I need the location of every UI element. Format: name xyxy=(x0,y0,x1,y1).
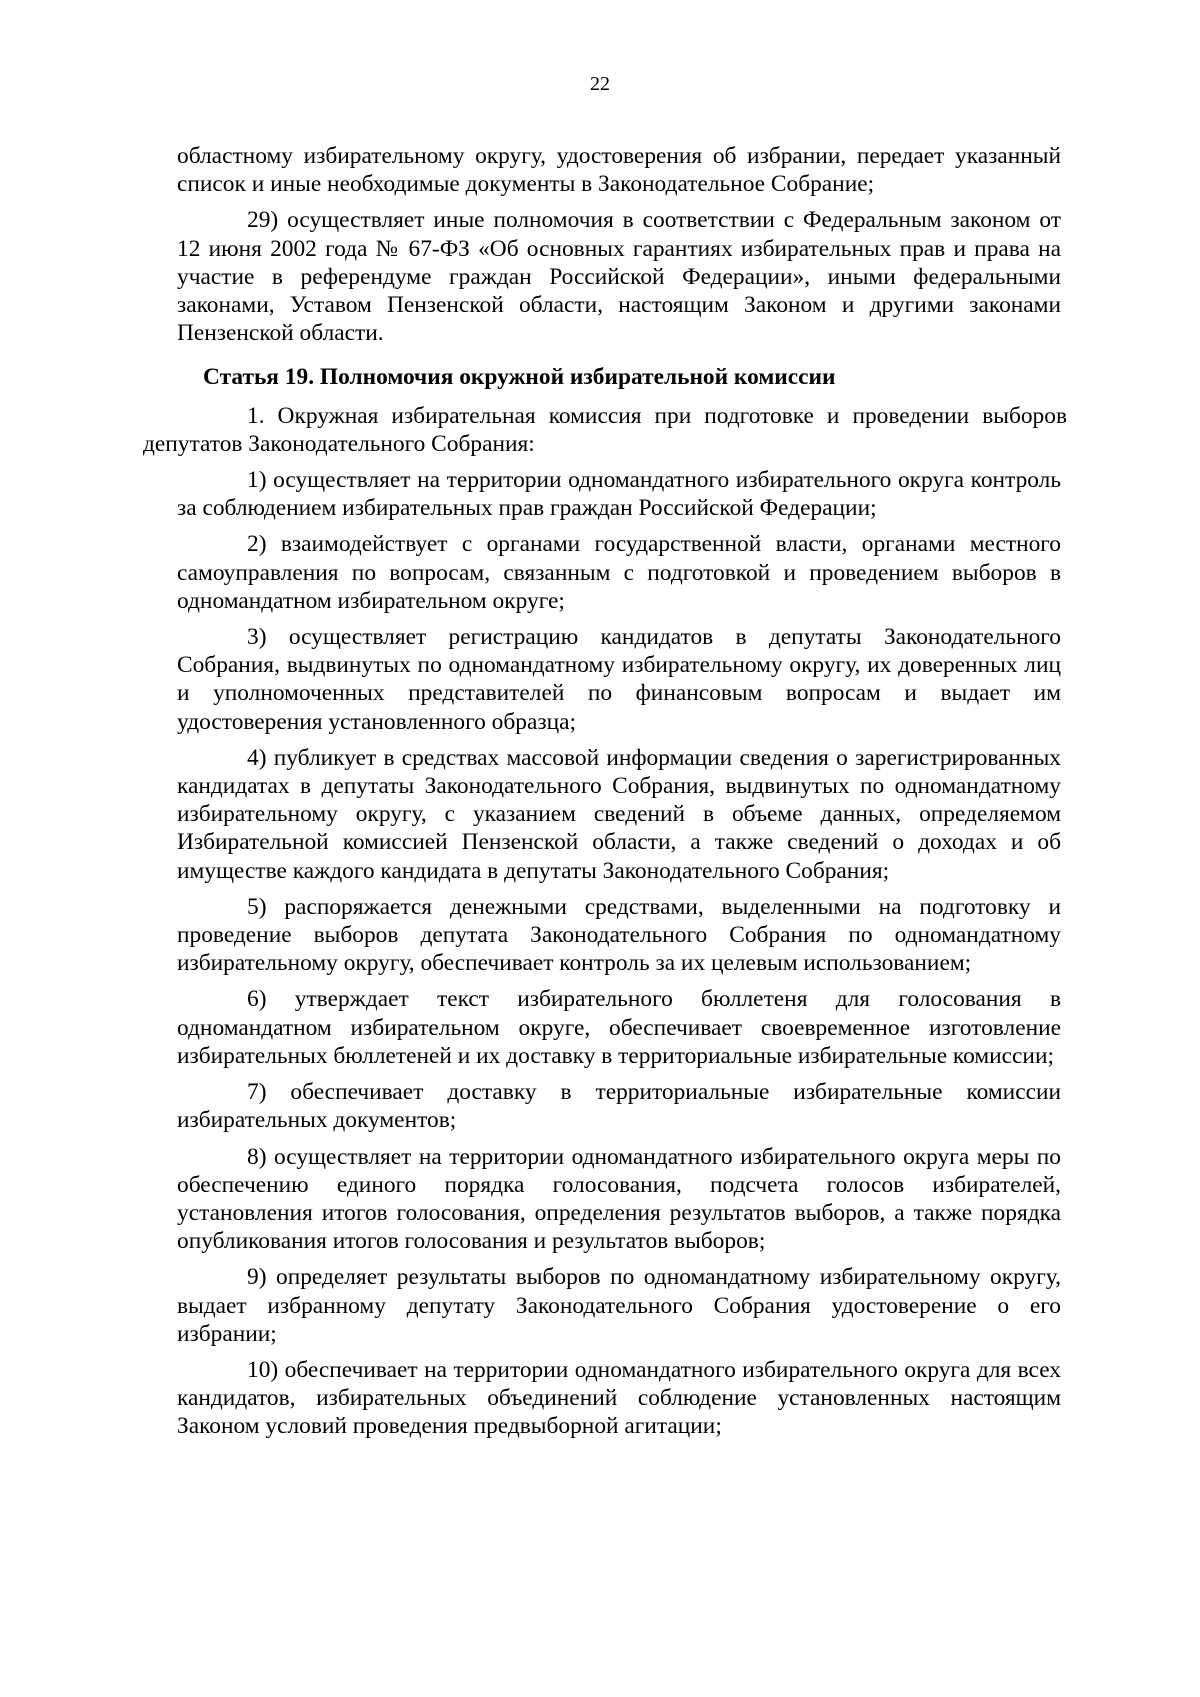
article-intro: 1. Окружная избирательная комиссия при подготовке и проведении выборов депутатов Законодательного Собрания: xyxy=(143,402,1067,457)
list-item: 6) утверждает текст избирательного бюллетеня для голосования в одномандатном избирательном округе, обеспечивает своевременное изготовление избирательных бюллетеней и их доставку в территориальные избирательные комиссии; xyxy=(177,986,1061,1069)
list-item: 1) осуществляет на территории одномандатного избирательного округа контроль за соблюдением избирательных прав граждан Российской Федерации; xyxy=(177,467,1061,522)
page-number: 22 xyxy=(590,73,610,95)
list-item: 2) взаимодействует с органами государственной власти, органами местного самоуправления по вопросам, связанным с подготовкой и проведением выборов в одномандатном избирательном округе; xyxy=(177,531,1061,614)
document-body xyxy=(143,142,1067,1449)
list-item: 9) определяет результаты выборов по одномандатному избирательному округу, выдает избранному депутату Законодательного Собрания удостоверение о его избрании; xyxy=(177,1264,1061,1347)
list-item: 4) публикует в средствах массовой информации сведения о зарегистрированных кандидатах в депутаты Законодательного Собрания, выдвинутых по одномандатному избирательному округу, с указанием сведений в объеме данных, определяемом Избирательной комиссией Пензенской области, а также сведений о доходах и об имуществе каждого кандидата в депутаты Законодательного Собрания; xyxy=(177,744,1061,884)
paragraph-continuation: областному избирательному округу, удостоверения об избрании, передает указанный список и иные необходимые документы в Законодательное Собрание; xyxy=(177,143,1061,198)
article-heading: Статья 19. Полномочия окружной избирательной комиссии xyxy=(203,364,836,391)
list-item: 10) обеспечивает на территории одномандатного избирательного округа для всех кандидатов, избирательных объединений соблюдение установленных настоящим Законом условий проведения предвыборной агитации; xyxy=(177,1356,1061,1440)
list-item: 5) распоряжается денежными средствами, выделенными на подготовку и проведение выборов депутата Законодательного Собрания по одномандатному избирательному округу, обеспечивает контроль за их целевым использованием; xyxy=(177,893,1061,977)
paragraph-item-29: 29) осуществляет иные полномочия в соответствии с Федеральным законом от 12 июня 2002 года № 67-ФЗ «Об основных гарантиях избирательных прав и права на участие в референдуме граждан Российской Федерации», иными федеральными законами, Уставом Пензенской области, настоящим Законом и другими законами Пензенской области. xyxy=(177,207,1061,347)
list-item: 8) осуществляет на территории одномандатного избирательного округа меры по обеспечению единого порядка голосования, подсчета голосов избирателей, установления итогов голосования, определения результатов выборов, а также порядка опубликования итогов голосования и результатов выборов; xyxy=(177,1143,1061,1255)
list-item: 7) обеспечивает доставку в территориальные избирательные комиссии избирательных документов; xyxy=(177,1079,1061,1134)
list-item: 3) осуществляет регистрацию кандидатов в депутаты Законодательного Собрания, выдвинутых по одномандатному избирательному округу, их доверенных лиц и уполномоченных представителей по финансовым вопросам и выдает им удостоверения установленного образца; xyxy=(177,624,1061,735)
